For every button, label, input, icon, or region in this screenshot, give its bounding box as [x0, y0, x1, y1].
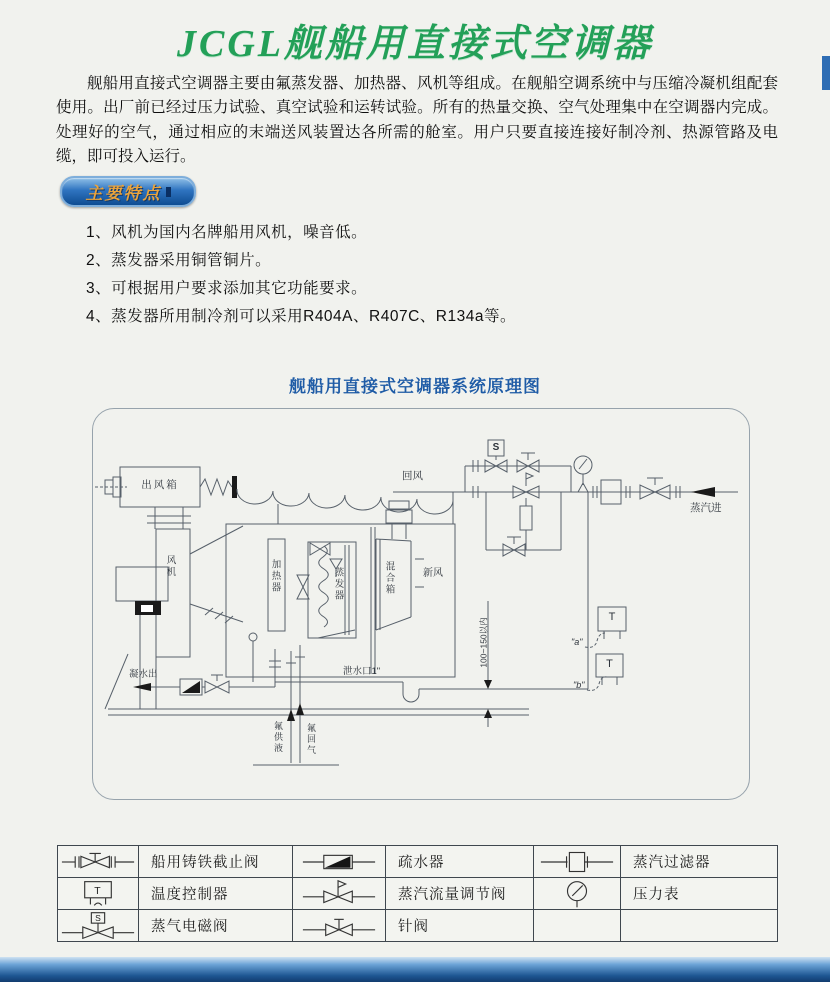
steam-flow-regulating-valve-icon [301, 878, 377, 910]
legend-label-temperature-controller: 温度控制器 [139, 878, 293, 910]
steam-trap-icon [301, 846, 377, 878]
features-badge [60, 176, 196, 207]
features-badge-label: 主要特点 [85, 184, 162, 203]
steam-filter-icon [539, 846, 615, 878]
festoon-cable-group [237, 489, 453, 524]
svg-text:T: T [94, 885, 101, 897]
legend-label-needle-valve: 针阀 [386, 910, 534, 941]
feature-item-1: 1、风机为国内名牌船用风机，噪音低。 [86, 224, 368, 241]
needle-valve-icon [301, 910, 377, 942]
return-air-label: 回风 [402, 470, 423, 482]
legend-label-steam-trap: 疏水器 [386, 846, 534, 878]
steam-in-label: 蒸汽进 [690, 502, 722, 514]
legend-symbol-needle-valve [293, 910, 386, 941]
legend-symbol-steam-solenoid-valve [58, 910, 139, 941]
probe-b-label: "b" [573, 680, 585, 690]
fan-group [105, 526, 243, 709]
diagram-title: 舰船用直接式空调器系统原理图 [289, 377, 541, 396]
refrigerant-return-label: 氟回气 [306, 723, 316, 756]
temp-tag-1: T [608, 611, 616, 623]
legend-label-flow-regulating-valve: 蒸汽流量调节阀 [386, 878, 534, 910]
refrigerant-lines-group [286, 645, 305, 763]
refrigerant-supply-label: 氟供液 [273, 721, 283, 754]
legend-label-empty [621, 910, 777, 941]
steam-solenoid-valve-icon [60, 910, 136, 942]
feature-item-4: 4、蒸发器所用制冷剂可以采用R404A、R407C、R134a等。 [86, 308, 516, 325]
legend-label-marine-stop-valve: 船用铸铁截止阀 [139, 846, 293, 878]
legend-symbol-marine-stop-valve [58, 846, 139, 878]
steam-piping-group [393, 440, 738, 556]
svg-text:S: S [95, 912, 101, 923]
system-schematic-diagram [92, 408, 750, 800]
condensate-out-label: 凝水出 [129, 669, 158, 680]
legend-label-pressure-gauge: 压力表 [621, 878, 777, 910]
air-outlet-box-label: 出风箱 [141, 479, 179, 491]
temperature-controller-icon [60, 878, 136, 910]
fan-label: 风机 [164, 555, 176, 578]
dimension-note-label: 100~150以内 [478, 617, 489, 668]
heater-label: 加热器 [269, 559, 281, 594]
evaporator-group [297, 542, 356, 638]
page-title: JCGL舰船用直接式空调器 [176, 23, 653, 65]
feature-item-3: 3、可根据用户要求添加其它功能要求。 [86, 280, 368, 297]
feature-item-2: 2、蒸发器采用铜管铜片。 [86, 252, 272, 269]
fresh-air-label: 新风 [423, 568, 443, 579]
solenoid-tag: S [492, 442, 500, 453]
badge-dot-icon [166, 187, 171, 197]
probe-a-label: "a" [571, 637, 583, 647]
pressure-gauge-icon [539, 878, 615, 910]
legend-symbol-pressure-gauge [534, 878, 621, 910]
legend-symbol-steam-trap [293, 846, 386, 878]
temp-tag-2: T [606, 658, 613, 670]
marine-stop-valve-icon [60, 846, 136, 878]
mixing-box-label: 混合箱 [383, 561, 395, 596]
legend-label-steam-solenoid-valve: 蒸气电磁阀 [139, 910, 293, 941]
legend-table [57, 845, 778, 942]
legend-symbol-temperature-controller [58, 878, 139, 910]
footer-bar [0, 957, 830, 982]
schematic-linework [93, 409, 749, 799]
evaporator-label: 蒸发器 [332, 567, 344, 602]
legend-symbol-empty [534, 910, 621, 941]
intro-paragraph: 舰船用直接式空调器主要由氟蒸发器、加热器、风机等组成。在舰船空调系统中与压缩冷凝机组配套使用。出厂前已经过压力试验、真空试验和运转试验。所有的热量交换、空气处理集中在空调器内完成。处理好的空气，通过相应的末端送风装置达各所需的舱室。用户只要直接连接好制冷剂、热源管路及电缆，即可投入运行。 [56, 75, 778, 166]
drain-port-label: 泄水口1" [343, 666, 381, 677]
discharge-duct-group [147, 507, 191, 529]
legend-symbol-steam-filter [534, 846, 621, 878]
floor-lines-group [108, 709, 529, 765]
legend-label-steam-filter: 蒸汽过滤器 [621, 846, 777, 878]
legend-symbol-flow-regulating-valve [293, 878, 386, 910]
